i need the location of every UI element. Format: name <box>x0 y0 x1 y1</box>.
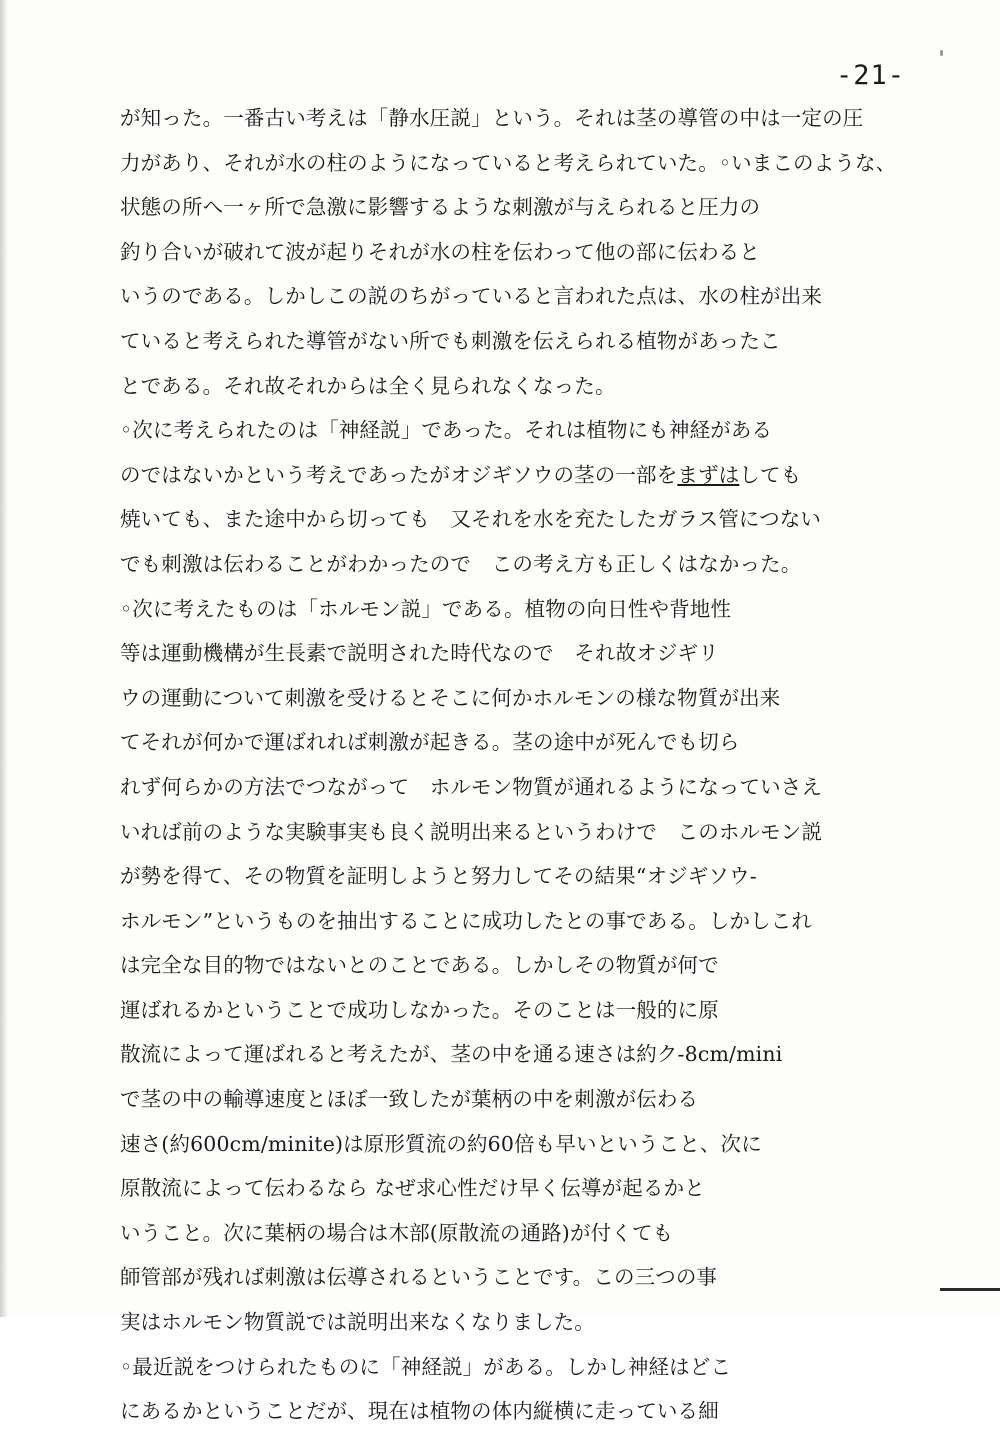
text-line: が勢を得て、その物質を証明しようと努力してその結果“オジギソウ- <box>120 864 757 889</box>
text-line: ウの運動について刺激を受けるとそこに何かホルモンの様な物質が出来 <box>120 685 781 710</box>
scan-dust-mark <box>940 50 943 56</box>
text-line: いうのである。しかしこの説のちがっていると言われた点は、水の柱が出来 <box>120 284 823 309</box>
handwritten-body-text <box>120 96 920 1434</box>
text-line: 散流によって運ばれると考えたが、茎の中を通る速さは約ク-8cm/mini <box>120 1042 783 1067</box>
text-line: 釣り合いが破れて波が起りそれが水の柱を伝わって他の部に伝わると <box>120 239 760 264</box>
bottom-edge-rule <box>940 1288 1000 1291</box>
text-line: てそれが何かで運ばれれば刺激が起きる。茎の途中が死んでも切ら <box>120 730 740 755</box>
underlined-emphasis: まずは <box>677 462 740 487</box>
text-line: ◦最近説をつけられたものに「神経説」がある。しかし神経はどこ <box>120 1354 732 1379</box>
text-line: でも刺激は伝わることがわかったので この考え方も正しくはなかった。 <box>120 551 802 576</box>
text-line-segment-suffix: しても <box>739 462 802 487</box>
text-line: ◦次に考えたものは「ホルモン説」である。植物の向日性や背地性 <box>120 596 732 621</box>
text-line: 等は運動機構が生長素で説明された時代なので それ故オジギリ <box>120 641 719 666</box>
text-line-with-underline <box>120 453 920 498</box>
text-line: 力があり、それが水の柱のようになっていると考えられていた。◦いまこのような、 <box>120 150 897 175</box>
text-line: ◦次に考えられたのは「神経説」であった。それは植物にも神経がある <box>120 418 773 443</box>
text-line: 状態の所へ一ヶ所で急激に影響するような刺激が与えられると圧力の <box>120 195 761 220</box>
text-line: 速さ(約600cm/minite)は原形質流の約60倍も早いということ、次に <box>120 1131 762 1156</box>
scan-edge-shadow <box>0 0 8 1317</box>
text-line: で茎の中の輸導速度とほぼ一致したが葉柄の中を刺激が伝わる <box>120 1087 699 1112</box>
text-line: ていると考えられた導管がない所でも刺激を伝えられる植物があったこ <box>120 328 781 353</box>
text-line: ホルモン”というものを抽出することに成功したとの事である。しかしこれ <box>120 908 813 933</box>
text-line: 原散流によって伝わるなら なぜ求心性だけ早く伝導が起るかと <box>120 1176 705 1201</box>
text-line: れず何らかの方法でつながって ホルモン物質が通れるようになっていさえ <box>120 774 823 799</box>
text-line-segment: のではないかという考えであったがオジギソウの茎の一部を <box>120 462 678 487</box>
text-line: にあるかということだが、現在は植物の体内縦横に走っている細 <box>120 1399 719 1424</box>
text-line: 師管部が残れば刺激は伝導されるということです。この三つの事 <box>120 1265 718 1290</box>
text-line: いうこと。次に葉柄の場合は木部(原散流の通路)が付くても <box>120 1220 674 1245</box>
page-number: -21- <box>836 60 906 91</box>
text-line: とである。それ故それからは全く見られなくなった。 <box>120 373 616 398</box>
text-line: 焼いても、また途中から切っても 又それを水を充たしたガラス管につない <box>120 507 822 532</box>
text-line: が知った。一番古い考えは「静水圧説」という。それは茎の導管の中は一定の圧 <box>120 106 864 130</box>
text-line: 実はホルモン物質説では説明出来なくなりました。 <box>120 1310 595 1335</box>
text-line: いれば前のような実験事実も良く説明出来るというわけで このホルモン説 <box>120 819 823 844</box>
text-line: は完全な目的物ではないとのことである。しかしその物質が何で <box>120 953 719 978</box>
text-line: 運ばれるかということで成功しなかった。そのことは一般的に原 <box>120 997 719 1022</box>
